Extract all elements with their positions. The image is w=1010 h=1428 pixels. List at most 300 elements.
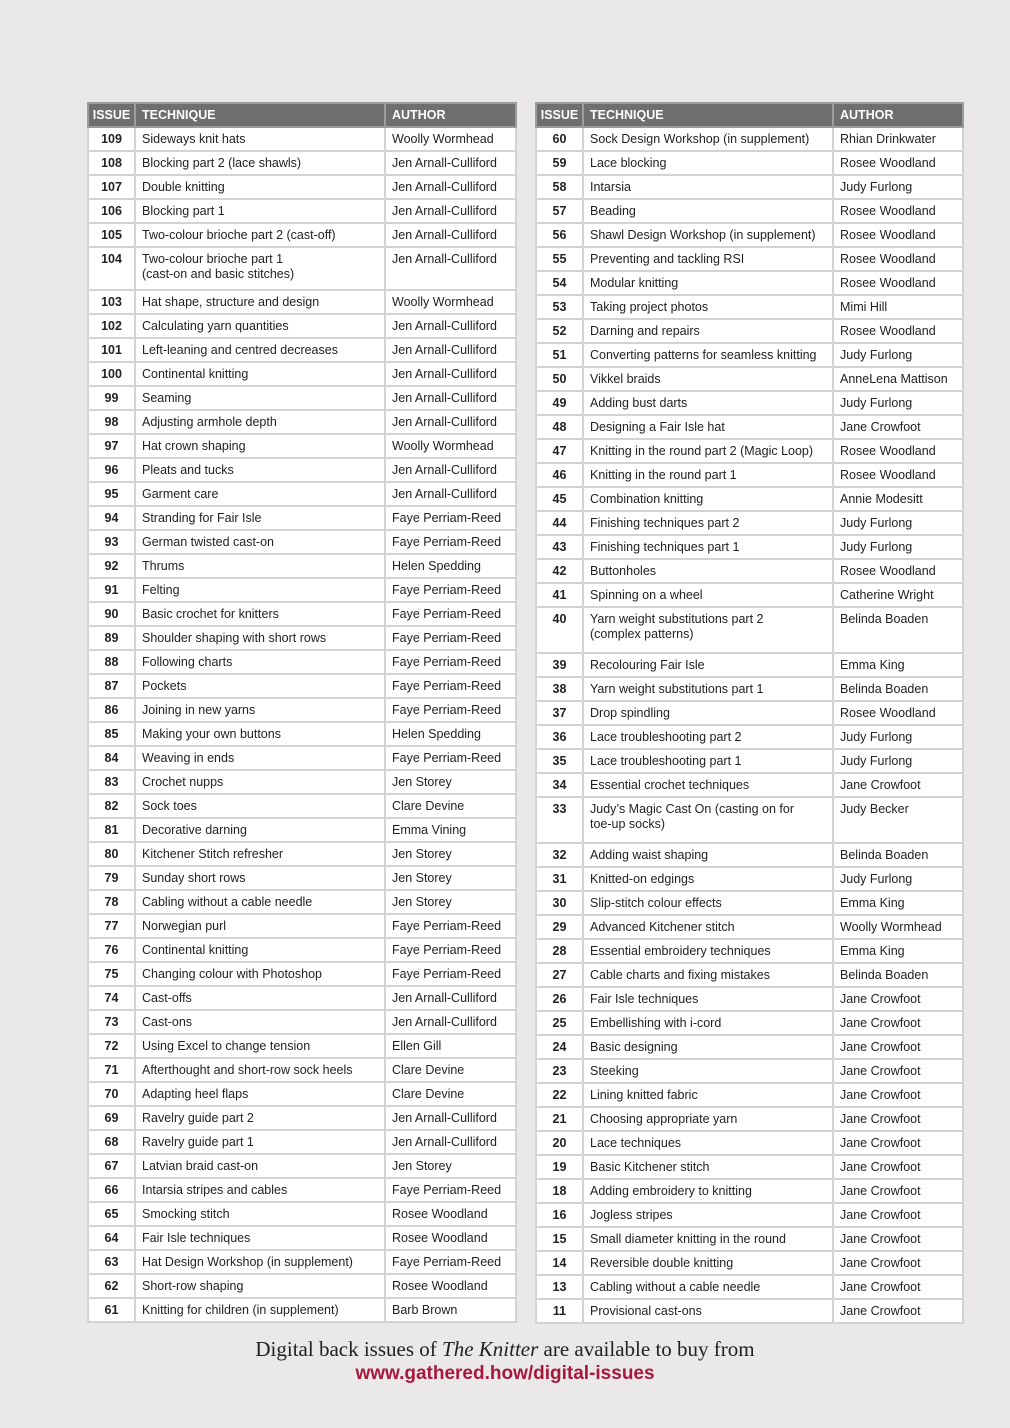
author-cell: Jen Arnall-Culliford: [385, 1130, 516, 1154]
issue-number: 81: [88, 818, 135, 842]
table-row: [536, 367, 963, 391]
table-row: [88, 1202, 516, 1226]
technique-cell: [583, 343, 833, 367]
technique-cell: [135, 1298, 385, 1322]
technique-cell: [135, 1034, 385, 1058]
table-row: [88, 578, 516, 602]
author-cell: Rosee Woodland: [833, 223, 963, 247]
technique-cell: [583, 151, 833, 175]
technique-text: Essential crochet techniques: [590, 777, 750, 792]
issue-number: 91: [88, 578, 135, 602]
table-row: [536, 343, 963, 367]
issue-number: 59: [536, 151, 583, 175]
issue-number: 44: [536, 511, 583, 535]
technique-cell: [135, 1058, 385, 1082]
technique-text: Modular knitting: [590, 275, 679, 290]
technique-cell: [583, 1155, 833, 1179]
issue-number: 92: [88, 554, 135, 578]
technique-cell: [135, 362, 385, 386]
table-row: [88, 602, 516, 626]
author-cell: Barb Brown: [385, 1298, 516, 1322]
author-cell: Woolly Wormhead: [385, 434, 516, 458]
author-cell: Emma King: [833, 653, 963, 677]
table-row: [536, 559, 963, 583]
author-cell: Faye Perriam-Reed: [385, 674, 516, 698]
issue-number: 67: [88, 1154, 135, 1178]
technique-text: Ravelry guide part 2: [142, 1110, 254, 1125]
technique-cell: [135, 458, 385, 482]
issue-number: 34: [536, 773, 583, 797]
issue-number: 20: [536, 1131, 583, 1155]
author-cell: Faye Perriam-Reed: [385, 626, 516, 650]
technique-cell: [583, 583, 833, 607]
technique-cell: [135, 1274, 385, 1298]
issue-number: 53: [536, 295, 583, 319]
issue-number: 32: [536, 843, 583, 867]
author-cell: Judy Furlong: [833, 535, 963, 559]
technique-text: Darning and repairs: [590, 323, 700, 338]
technique-text: Steeking: [590, 1063, 639, 1078]
technique-text: Lace troubleshooting part 1: [590, 753, 742, 768]
author-cell: Rosee Woodland: [833, 319, 963, 343]
technique-cell: [135, 674, 385, 698]
technique-cell: [135, 722, 385, 746]
table-row: [536, 487, 963, 511]
table-row: [536, 797, 963, 843]
technique-text: Adding bust darts: [590, 395, 688, 410]
technique-cell: [135, 578, 385, 602]
issue-column-header: ISSUE: [536, 103, 583, 127]
technique-text: Combination knitting: [590, 491, 704, 506]
technique-cell: [135, 127, 385, 151]
issue-number: 71: [88, 1058, 135, 1082]
technique-cell: [583, 175, 833, 199]
issue-number: 69: [88, 1106, 135, 1130]
technique-text: Garment care: [142, 486, 219, 501]
issue-number: 97: [88, 434, 135, 458]
author-cell: Jen Arnall-Culliford: [385, 223, 516, 247]
table-row: [536, 1107, 963, 1131]
author-cell: Jen Arnall-Culliford: [385, 986, 516, 1010]
issue-number: 47: [536, 439, 583, 463]
technique-cell: [583, 1203, 833, 1227]
author-cell: Jane Crowfoot: [833, 1227, 963, 1251]
technique-text: Knitted-on edgings: [590, 871, 695, 886]
author-cell: Judy Furlong: [833, 511, 963, 535]
table-row: [88, 362, 516, 386]
table-row: [536, 319, 963, 343]
issue-number: 75: [88, 962, 135, 986]
issue-number: 107: [88, 175, 135, 199]
technique-text: Kitchener Stitch refresher: [142, 846, 284, 861]
author-cell: Judy Becker: [833, 797, 963, 843]
technique-text: Spinning on a wheel: [590, 587, 703, 602]
issue-number: 87: [88, 674, 135, 698]
technique-text: Pleats and tucks: [142, 462, 234, 477]
issue-number: 46: [536, 463, 583, 487]
technique-text: Hat Design Workshop (in supplement): [142, 1254, 353, 1269]
table-row: [88, 650, 516, 674]
issue-number: 83: [88, 770, 135, 794]
issue-number: 48: [536, 415, 583, 439]
technique-cell: [135, 962, 385, 986]
author-cell: Helen Spedding: [385, 554, 516, 578]
technique-text: Adjusting armhole depth: [142, 414, 277, 429]
issue-number: 14: [536, 1251, 583, 1275]
author-cell: Jane Crowfoot: [833, 1251, 963, 1275]
table-row: [536, 1035, 963, 1059]
table-row: [88, 1106, 516, 1130]
author-cell: Jen Arnall-Culliford: [385, 458, 516, 482]
issue-number: 100: [88, 362, 135, 386]
author-cell: Jen Arnall-Culliford: [385, 1010, 516, 1034]
issue-number: 65: [88, 1202, 135, 1226]
table-row: [536, 535, 963, 559]
table-row: [536, 843, 963, 867]
technique-cell: [583, 271, 833, 295]
issue-number: 95: [88, 482, 135, 506]
footer-text-before: Digital back issues of: [255, 1337, 443, 1361]
author-cell: Clare Devine: [385, 1082, 516, 1106]
technique-text: Intarsia: [590, 179, 631, 194]
author-cell: Faye Perriam-Reed: [385, 1178, 516, 1202]
issue-number: 64: [88, 1226, 135, 1250]
author-cell: Judy Furlong: [833, 391, 963, 415]
issue-number: 90: [88, 602, 135, 626]
table-row: [536, 199, 963, 223]
technique-text: Short-row shaping: [142, 1278, 244, 1293]
technique-cell: [135, 247, 385, 290]
magazine-title: The Knitter: [442, 1337, 539, 1361]
author-cell: Jen Arnall-Culliford: [385, 338, 516, 362]
issue-number: 43: [536, 535, 583, 559]
technique-cell: [135, 386, 385, 410]
technique-cell: [135, 602, 385, 626]
technique-cell: [135, 410, 385, 434]
technique-cell: [583, 725, 833, 749]
author-cell: Faye Perriam-Reed: [385, 698, 516, 722]
issue-number: 19: [536, 1155, 583, 1179]
table-row: [536, 607, 963, 653]
technique-text: Double knitting: [142, 179, 225, 194]
issue-number: 72: [88, 1034, 135, 1058]
issue-number: 25: [536, 1011, 583, 1035]
technique-cell: [135, 175, 385, 199]
technique-text: Shawl Design Workshop (in supplement): [590, 227, 816, 242]
table-row: [536, 271, 963, 295]
technique-column-header: TECHNIQUE: [583, 103, 833, 127]
author-cell: Jane Crowfoot: [833, 415, 963, 439]
technique-text: Two-colour brioche part 1: [142, 252, 284, 266]
issue-number: 13: [536, 1275, 583, 1299]
table-row: [88, 506, 516, 530]
technique-cell: [583, 987, 833, 1011]
technique-text: Preventing and tackling RSI: [590, 251, 745, 266]
table-header-row: [88, 103, 516, 127]
table-row: [88, 842, 516, 866]
technique-cell: [583, 487, 833, 511]
table-row: [88, 410, 516, 434]
table-row: [88, 482, 516, 506]
author-cell: Faye Perriam-Reed: [385, 578, 516, 602]
technique-text: Hat crown shaping: [142, 438, 246, 453]
technique-text: Cast-offs: [142, 990, 192, 1005]
technique-text: Norwegian purl: [142, 918, 227, 933]
issue-number: 99: [88, 386, 135, 410]
technique-text: Knitting in the round part 2 (Magic Loop): [590, 443, 814, 458]
technique-cell: [583, 677, 833, 701]
technique-text: Sideways knit hats: [142, 131, 246, 146]
author-cell: Jen Arnall-Culliford: [385, 410, 516, 434]
issue-number: 54: [536, 271, 583, 295]
technique-text: Following charts: [142, 654, 233, 669]
table-row: [88, 746, 516, 770]
issue-number: 84: [88, 746, 135, 770]
issue-number: 80: [88, 842, 135, 866]
technique-cell: [135, 1202, 385, 1226]
table-row: [88, 223, 516, 247]
technique-text: Cabling without a cable needle: [142, 894, 313, 909]
technique-cell: [135, 626, 385, 650]
technique-cell: [583, 1131, 833, 1155]
technique-cell: [583, 607, 833, 653]
table-row: [536, 867, 963, 891]
table-row: [536, 1155, 963, 1179]
issue-number: 77: [88, 914, 135, 938]
technique-text-line-2: (cast-on and basic stitches): [142, 267, 295, 281]
table-row: [88, 1298, 516, 1322]
author-cell: Rosee Woodland: [833, 247, 963, 271]
issue-number: 49: [536, 391, 583, 415]
table-row: [536, 1275, 963, 1299]
digital-issues-link[interactable]: www.gathered.how/digital-issues: [355, 1363, 655, 1384]
technique-cell: [583, 1059, 833, 1083]
technique-cell: [583, 391, 833, 415]
issue-number: 108: [88, 151, 135, 175]
author-cell: Rosee Woodland: [833, 151, 963, 175]
technique-cell: [583, 439, 833, 463]
table-row: [536, 1227, 963, 1251]
author-cell: Faye Perriam-Reed: [385, 746, 516, 770]
issue-number: 36: [536, 725, 583, 749]
table-row: [88, 1154, 516, 1178]
author-cell: Rosee Woodland: [833, 701, 963, 725]
technique-cell: [135, 890, 385, 914]
technique-text: Knitting for children (in supplement): [142, 1302, 339, 1317]
issue-number: 98: [88, 410, 135, 434]
issue-number: 24: [536, 1035, 583, 1059]
technique-text: Lining knitted fabric: [590, 1087, 698, 1102]
technique-cell: [135, 554, 385, 578]
technique-text: Taking project photos: [590, 299, 709, 314]
author-cell: Ellen Gill: [385, 1034, 516, 1058]
technique-text: Basic designing: [590, 1039, 678, 1054]
technique-text: Cast-ons: [142, 1014, 193, 1029]
author-cell: Rosee Woodland: [833, 199, 963, 223]
author-cell: Rosee Woodland: [385, 1226, 516, 1250]
technique-text: Intarsia stripes and cables: [142, 1182, 288, 1197]
technique-text: Finishing techniques part 1: [590, 539, 740, 554]
technique-text-line-2: (complex patterns): [590, 627, 694, 641]
technique-text: Making your own buttons: [142, 726, 281, 741]
table-row: [536, 773, 963, 797]
author-cell: Rosee Woodland: [833, 559, 963, 583]
technique-text: Slip-stitch colour effects: [590, 895, 722, 910]
technique-cell: [135, 434, 385, 458]
technique-cell: [135, 1250, 385, 1274]
technique-text: Joining in new yarns: [142, 702, 256, 717]
technique-cell: [135, 1130, 385, 1154]
issue-number: 82: [88, 794, 135, 818]
table-row: [88, 1178, 516, 1202]
table-row: [88, 914, 516, 938]
technique-cell: [583, 963, 833, 987]
table-row: [536, 987, 963, 1011]
author-cell: Clare Devine: [385, 1058, 516, 1082]
author-cell: Jen Arnall-Culliford: [385, 386, 516, 410]
table-row: [536, 1179, 963, 1203]
technique-cell: [583, 1083, 833, 1107]
technique-cell: [583, 653, 833, 677]
issue-number: 106: [88, 199, 135, 223]
technique-text: Jogless stripes: [590, 1207, 673, 1222]
author-cell: Belinda Boaden: [833, 607, 963, 653]
technique-cell: [135, 842, 385, 866]
issue-number: 62: [88, 1274, 135, 1298]
footer: [0, 1337, 1010, 1385]
author-cell: Jane Crowfoot: [833, 1035, 963, 1059]
issue-number: 31: [536, 867, 583, 891]
author-cell: Jen Arnall-Culliford: [385, 151, 516, 175]
table-row: [536, 677, 963, 701]
table-row: [536, 175, 963, 199]
table-row: [88, 554, 516, 578]
author-cell: Jane Crowfoot: [833, 1179, 963, 1203]
technique-text: Judy’s Magic Cast On (casting on for: [590, 802, 795, 816]
author-cell: Judy Furlong: [833, 343, 963, 367]
author-cell: Jane Crowfoot: [833, 1299, 963, 1323]
issue-number: 63: [88, 1250, 135, 1274]
technique-cell: [135, 482, 385, 506]
table-row: [536, 915, 963, 939]
technique-text: Reversible double knitting: [590, 1255, 734, 1270]
issue-number: 29: [536, 915, 583, 939]
technique-cell: [135, 746, 385, 770]
technique-cell: [583, 463, 833, 487]
technique-text: Beading: [590, 203, 636, 218]
technique-text: Sock toes: [142, 798, 197, 813]
technique-text: Felting: [142, 582, 180, 597]
table-row: [88, 386, 516, 410]
issue-number: 57: [536, 199, 583, 223]
technique-cell: [135, 698, 385, 722]
technique-text: Lace troubleshooting part 2: [590, 729, 742, 744]
author-cell: Jane Crowfoot: [833, 1107, 963, 1131]
technique-cell: [135, 650, 385, 674]
table-row: [88, 199, 516, 223]
author-cell: Emma Vining: [385, 818, 516, 842]
table-row: [88, 1250, 516, 1274]
technique-text: Blocking part 1: [142, 203, 225, 218]
technique-cell: [135, 794, 385, 818]
issue-column-header: ISSUE: [88, 103, 135, 127]
issue-number: 38: [536, 677, 583, 701]
author-cell: Faye Perriam-Reed: [385, 602, 516, 626]
technique-text: Weaving in ends: [142, 750, 235, 765]
table-row: [88, 770, 516, 794]
issue-number: 61: [88, 1298, 135, 1322]
technique-text: Vikkel braids: [590, 371, 661, 386]
technique-text: Provisional cast-ons: [590, 1303, 702, 1318]
table-row: [88, 314, 516, 338]
technique-text: Basic crochet for knitters: [142, 606, 279, 621]
technique-text: Small diameter knitting in the round: [590, 1231, 786, 1246]
technique-cell: [135, 506, 385, 530]
issue-number: 41: [536, 583, 583, 607]
author-cell: Woolly Wormhead: [385, 290, 516, 314]
table-row: [536, 1203, 963, 1227]
issue-number: 28: [536, 939, 583, 963]
issue-number: 79: [88, 866, 135, 890]
technique-text: Blocking part 2 (lace shawls): [142, 155, 302, 170]
technique-cell: [583, 843, 833, 867]
technique-cell: [583, 891, 833, 915]
technique-text: Lace blocking: [590, 155, 667, 170]
issues-table-left: [87, 102, 517, 1323]
issue-number: 42: [536, 559, 583, 583]
table-row: [536, 1299, 963, 1323]
table-row: [536, 749, 963, 773]
issue-number: 66: [88, 1178, 135, 1202]
author-cell: Jane Crowfoot: [833, 1155, 963, 1179]
issue-number: 103: [88, 290, 135, 314]
table-row: [88, 127, 516, 151]
issue-number: 109: [88, 127, 135, 151]
technique-cell: [135, 986, 385, 1010]
author-cell: Jen Storey: [385, 1154, 516, 1178]
table-row: [536, 127, 963, 151]
technique-cell: [135, 914, 385, 938]
technique-text: Recolouring Fair Isle: [590, 657, 705, 672]
technique-cell: [583, 1011, 833, 1035]
issue-number: 93: [88, 530, 135, 554]
table-row: [88, 962, 516, 986]
author-cell: Faye Perriam-Reed: [385, 530, 516, 554]
technique-cell: [135, 1178, 385, 1202]
table-row: [88, 151, 516, 175]
issue-number: 68: [88, 1130, 135, 1154]
author-cell: Rosee Woodland: [833, 463, 963, 487]
table-row: [536, 223, 963, 247]
technique-text: Fair Isle techniques: [590, 991, 699, 1006]
author-cell: Jen Storey: [385, 842, 516, 866]
technique-text: Adding waist shaping: [590, 847, 709, 862]
technique-text: Thrums: [142, 558, 185, 573]
author-cell: Mimi Hill: [833, 295, 963, 319]
table-row: [88, 1034, 516, 1058]
table-row: [88, 698, 516, 722]
table-row: [88, 290, 516, 314]
author-cell: Jane Crowfoot: [833, 987, 963, 1011]
issue-number: 56: [536, 223, 583, 247]
technique-cell: [583, 367, 833, 391]
technique-text: Ravelry guide part 1: [142, 1134, 254, 1149]
technique-text: Sock Design Workshop (in supplement): [590, 131, 810, 146]
table-row: [88, 1010, 516, 1034]
technique-cell: [583, 511, 833, 535]
issue-number: 101: [88, 338, 135, 362]
issue-number: 76: [88, 938, 135, 962]
